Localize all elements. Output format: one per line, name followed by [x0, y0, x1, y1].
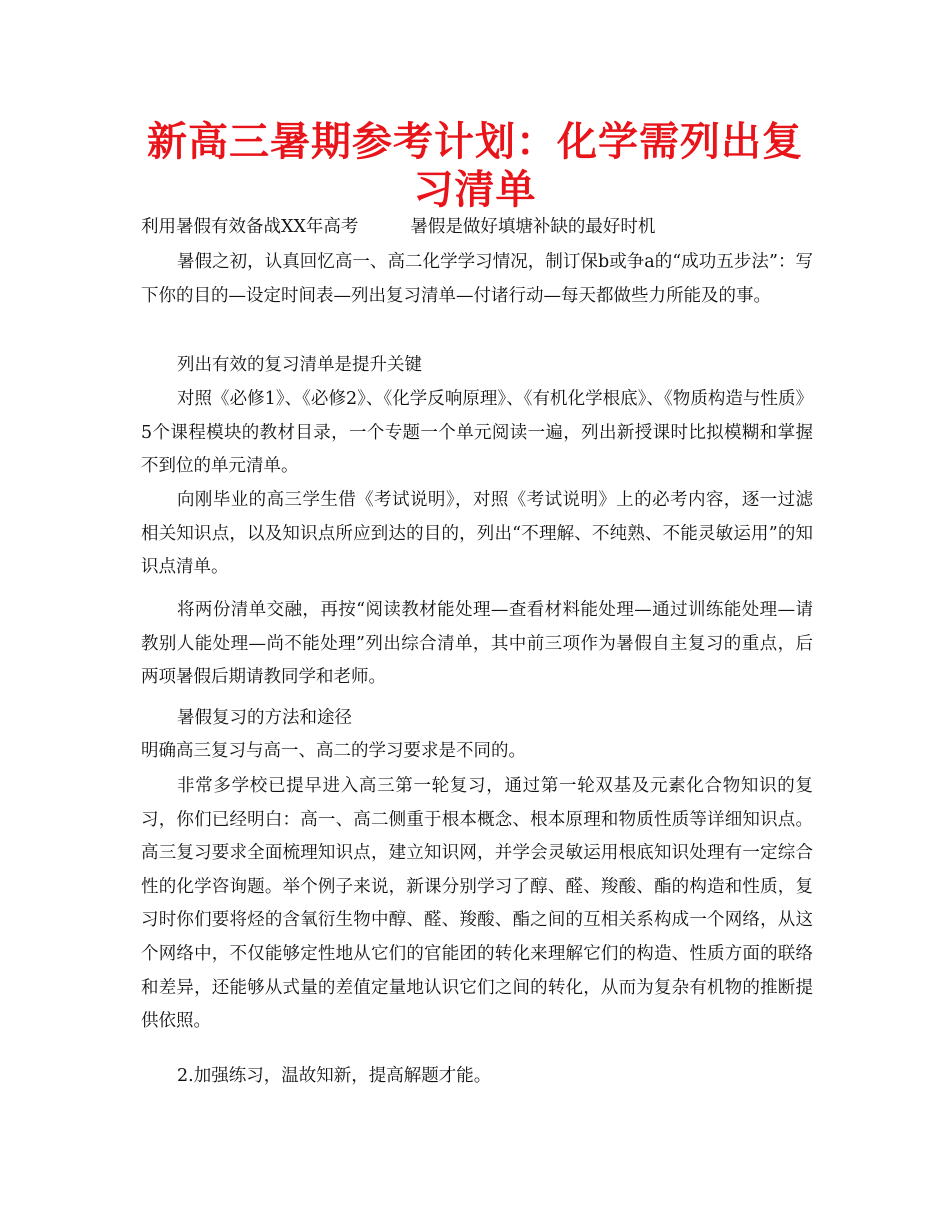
paragraph-merge-lists: 将两份清单交融，再按“阅读教材能处理—查看材料能处理—通过训练能处理—请教别人能处理—尚不能处理”列出综合清单，其中前三项作为暑假自主复习的重点，后两项暑假后期请教同学和老师。: [141, 600, 813, 688]
paragraph-textbooks: 对照《必修1》、《必修2》、《化学反响原理》、《有机化学根底》、《物质构造与性质》5个课程模块的教材目录，一个专题一个单元阅读一遍，列出新授课时比拟模糊和掌握不到位的单元清单。: [141, 389, 813, 477]
subtitle-left: 利用暑假有效备战XX年高考: [141, 217, 359, 237]
paragraph-intro: 暑假之初，认真回忆高一、高二化学学习情况，制订保b或争a的“成功五步法”：写下你的目的—设定时间表—列出复习清单—付诸行动—每天都做些力所能及的事。: [141, 252, 813, 306]
heading-checklist: 列出有效的复习清单是提升关键: [177, 355, 422, 375]
subtitle-right: 暑假是做好填塘补缺的最好时机: [410, 217, 656, 237]
paragraph-requirements: 明确高三复习与高一、高二的学习要求是不同的。: [141, 741, 526, 761]
subtitle-line: [141, 211, 813, 245]
document-title: 新高三暑期参考计划：化学需列出复习清单: [147, 119, 803, 213]
paragraph-first-round: 非常多学校已提早进入高三第一轮复习，通过第一轮双基及元素化合物知识的复习，你们已经明白：高一、高二侧重于根本概念、根本原理和物质性质等详细知识点。高三复习要求全面梳理知识点，建立知识网，并学会灵敏运用根底知识处理有一定综合性的化学咨询题。举个例子来说，新课分别学习了醇、醛、羧酸、酯的构造和性质，复习时你们要将烃的含氧衍生物中醇、醛、羧酸、酯之间的互相关系构成一个网络，从这个网络中，不仅能够定性地从它们的官能团的转化来理解它们的构造、性质方面的联络和差异，还能够从式量的差值定量地认识它们之间的转化，从而为复杂有机物的推断提供依照。: [141, 776, 813, 1032]
paragraph-exam-guide: 向刚毕业的高三学生借《考试说明》，对照《考试说明》上的必考内容，逐一过滤相关知识点，以及知识点所应到达的目的，列出“不理解、不纯熟、不能灵敏运用”的知识点清单。: [141, 490, 813, 578]
paragraph-practice: 2.加强练习，温故知新，提高解题才能。: [177, 1066, 492, 1086]
heading-methods: 暑假复习的方法和途径: [177, 708, 352, 728]
